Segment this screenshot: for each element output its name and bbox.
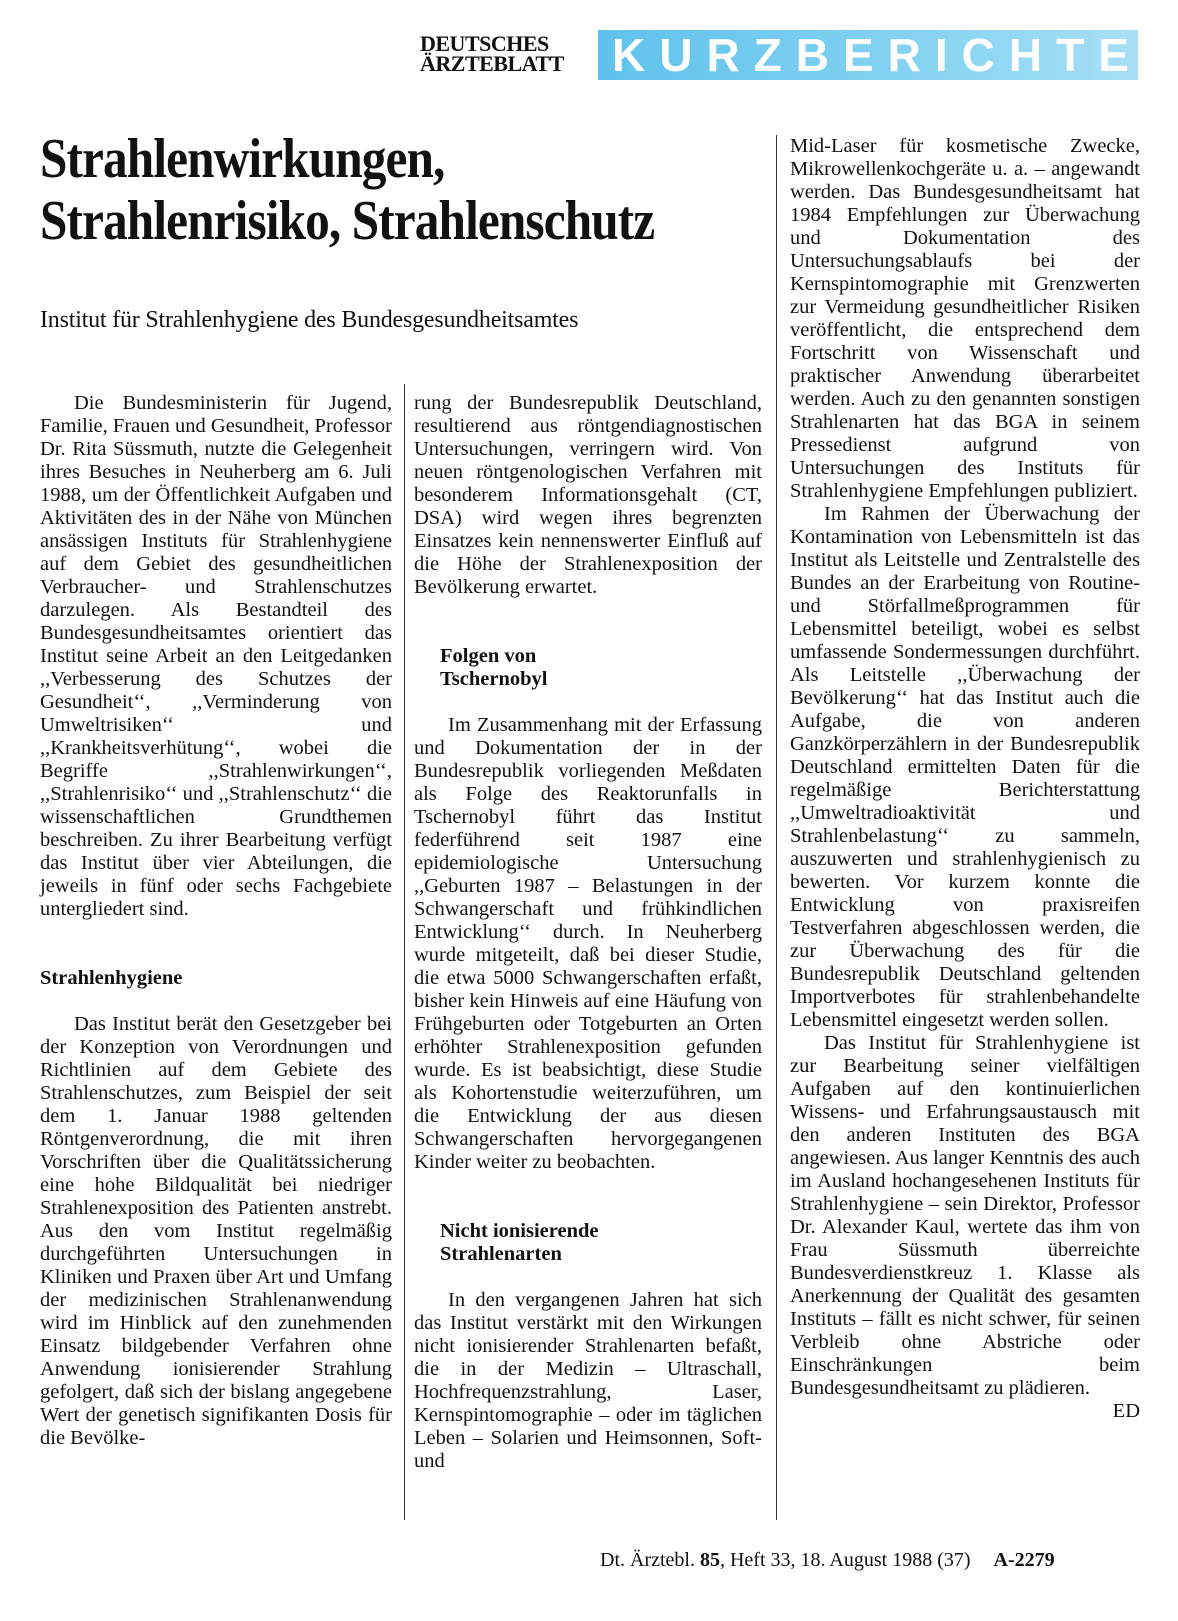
closing-paragraph: Das Institut für Strahlenhygiene ist zur Bearbeitung seiner vielfältigen Aufgaben auf den kontinuierlichen Wissens- und Erfahrungsaustausch mit den anderen Instituten des BGA angewiesen. Aus langer Kenntnis des auch im Ausland hochangesehenen Instituts für Strahlenhygiene – sein Direktor, Professor Dr. Alexander Kaul, wertete das ihm von Frau Süssmuth überreichte Bundesverdienstkreuz 1. Klasse als Anerkennung der Qualität des gesamten Instituts – fällt es nicht schwer, für seinen Verbleib ohne Abstriche oder Einschränkungen beim Bundesgesundheitsamt zu plädieren. [790, 1032, 1140, 1399]
section-heading-nicht-ionisierend [414, 1220, 762, 1266]
section-heading-strahlenhygiene: Strahlenhygiene [40, 967, 183, 989]
strahlenhygiene-paragraph-continued: rung der Bundesrepublik Deutschland, resultierend aus röntgendiagnostischen Untersuchungen, verringern wird. Von neuen röntgenologischen Verfahren mit besonderem Informationsgehalt (CT, DSA) wird wegen ihres begrenzten Einsatzes kein nennenswerter Einfluß auf die Höhe der Strahlenexposition der Bevölkerung erwartet. [414, 392, 762, 598]
lebensmittel-paragraph: Im Rahmen der Überwachung der Kontamination von Lebensmitteln ist das Institut als Leitstelle und Zentralstelle des Bundes an der Erarbeitung von Routine- und Störfallmeßprogrammen für Lebensmittel beteiligt, wobei es selbst umfassende Sondermessungen durchführt. Als Leitstelle ,,Überwachung der Bevölkerung‘‘ hat das Institut auch die Aufgabe, die von anderen Ganzkörperzählern in der Bundesrepublik Deutschland ermittelten Daten für die regelmäßige Berichterstattung ,,Umweltradioaktivität und Strahlenbelastung‘‘ zu sammeln, auszuwerten und strahlenhygienisch zu bewerten. Vor kurzem konnte die Entwicklung von praxisreifen Testverfahren abgeschlossen werden, die zur Überwachung des für die Bundesrepublik Deutschland geltenden Importverbotes für strahlenbehandelte Lebensmittel eingesetzt werden sollen. [790, 503, 1140, 1031]
intro-paragraph: Die Bundesministerin für Jugend, Familie, Frauen und Gesundheit, Professor Dr. Rita Süssmuth, nutzte die Gelegenheit ihres Besuches in Neuherberg am 6. Juli 1988, um der Öffentlichkeit Aufgaben und Aktivitäten des in der Nähe von München ansässigen Instituts für Strahlenhygiene auf dem Gebiet des gesundheitlichen Verbraucher- und Strahlenschutzes darzulegen. Als Bestandteil des Bundesgesundheitsamtes orientiert das Institut seine Arbeit an den Leitgedanken ,,Verbesserung des Schutzes der Gesundheit‘‘, ,,Verminderung von Umweltrisiken‘‘ und ,,Krankheitsverhütung‘‘, wobei die Begriffe ,,Strahlenwirkungen‘‘, ,,Strahlenrisiko‘‘ und ,,Strahlenschutz‘‘ die wissenschaftlichen Grundthemen beschreiben. Zu ihrer Bearbeitung verfügt das Institut über vier Abteilungen, die jeweils in fünf oder sechs Fachgebiete untergliedert sind. [40, 392, 392, 920]
page-footer [600, 1548, 1120, 1572]
journal-logo-line1: DEUTSCHES [420, 31, 549, 56]
journal-logo-line2: ÄRZTEBLATT [420, 51, 564, 76]
citation-volume: 85 [699, 1549, 720, 1571]
page-number: A-2279 [993, 1549, 1055, 1571]
article-title [40, 128, 691, 252]
section-heading-tschernobyl-line2: Tschernobyl [440, 668, 548, 690]
journal-logo [420, 31, 564, 76]
text-column-1 [40, 392, 392, 1542]
column-divider [776, 135, 777, 1520]
citation-prefix: Dt. Ärztebl. [600, 1549, 695, 1571]
section-heading-tschernobyl [414, 645, 762, 691]
section-heading-nicht-ionisierend-line1: Nicht ionisierende [440, 1220, 599, 1242]
strahlenhygiene-paragraph: Das Institut berät den Gesetzgeber bei der Konzeption von Verordnungen und Richtlinien auf dem Gebiete des Strahlenschutzes, zum Beispiel der seit dem 1. Januar 1988 geltenden Röntgenverordnung, die mit ihren Vorschriften über die Qualitätssicherung eine hohe Bildqualität bei niedriger Strahlenexposition des Patienten anstrebt. Aus den vom Institut regelmäßig durchgeführten Untersuchungen in Kliniken und Praxen über Art und Umfang der medizinischen Strahlenanwendung wird im Hinblick auf den zunehmenden Einsatz bildgebender Verfahren ohne Anwendung ionisierender Strahlung gefolgert, daß sich der bislang angegebene Wert der genetisch signifikanten Dosis für die Bevölke- [40, 1013, 392, 1449]
text-column-2 [414, 392, 762, 1542]
tschernobyl-paragraph: Im Zusammenhang mit der Erfassung und Dokumentation der in der Bundesrepublik vorliegenden Meßdaten als Folge des Reaktorunfalls in Tschernobyl führt das Institut federführend seit 1987 eine epidemiologische Untersuchung ,,Geburten 1987 – Belastungen in der Schwangerschaft und frühkindlichen Entwicklung‘‘ durch. In Neuherberg wurde mitgeteilt, daß bei dieser Studie, die etwa 5000 Schwangerschaften erfaßt, bisher kein Hinweis auf eine Häufung von Frühgeburten oder Totgeburten an Orten erhöhter Strahlenexposition gefunden wurde. Es ist beabsichtigt, diese Studie als Kohortenstudie weiterzuführen, um die Entwicklung der aus diesen Schwangerschaften hervorgegangenen Kinder weiter zu beobachten. [414, 714, 762, 1173]
article-title-line2: Strahlenrisiko, Strahlenschutz [40, 190, 655, 252]
author-initials: ED [1112, 1400, 1140, 1422]
citation-details: , Heft 33, 18. August 1988 (37) [719, 1549, 971, 1571]
section-banner: KURZBERICHTE [598, 30, 1138, 80]
article-subtitle: Institut für Strahlenhygiene des Bundesgesundheitsamtes [40, 307, 579, 333]
nicht-ionisierend-paragraph: In den vergangenen Jahren hat sich das Institut verstärkt mit den Wirkungen nicht ionisierender Strahlenarten befaßt, die in der Medizin – Ultraschall, Hochfrequenzstrahlung, Laser, Kernspintomographie – oder im täglichen Leben – Solarien und Heimsonnen, Soft- und [414, 1289, 762, 1472]
section-heading-nicht-ionisierend-line2: Strahlenarten [440, 1243, 562, 1265]
section-heading-tschernobyl-line1: Folgen von [440, 645, 537, 667]
column-divider [404, 384, 405, 1520]
text-column-3 [790, 135, 1140, 1535]
nicht-ionisierend-paragraph-continued: Mid-Laser für kosmetische Zwecke, Mikrowellenkochgeräte u. a. – angewandt werden. Das Bundesgesundheitsamt hat 1984 Empfehlungen zur Überwachung und Dokumentation des Untersuchungsablaufs bei der Kernspintomographie mit Grenzwerten zur Vermeidung gesundheitlicher Risiken veröffentlicht, die entsprechend dem Fortschritt von Wissenschaft und praktischer Anwendung überarbeitet werden. Auch zu den genannten sonstigen Strahlenarten hat das BGA in seinem Pressedienst aufgrund von Untersuchungen des Instituts für Strahlenhygiene Empfehlungen publiziert. [790, 135, 1140, 502]
article-title-line1: Strahlenwirkungen, [40, 128, 445, 190]
